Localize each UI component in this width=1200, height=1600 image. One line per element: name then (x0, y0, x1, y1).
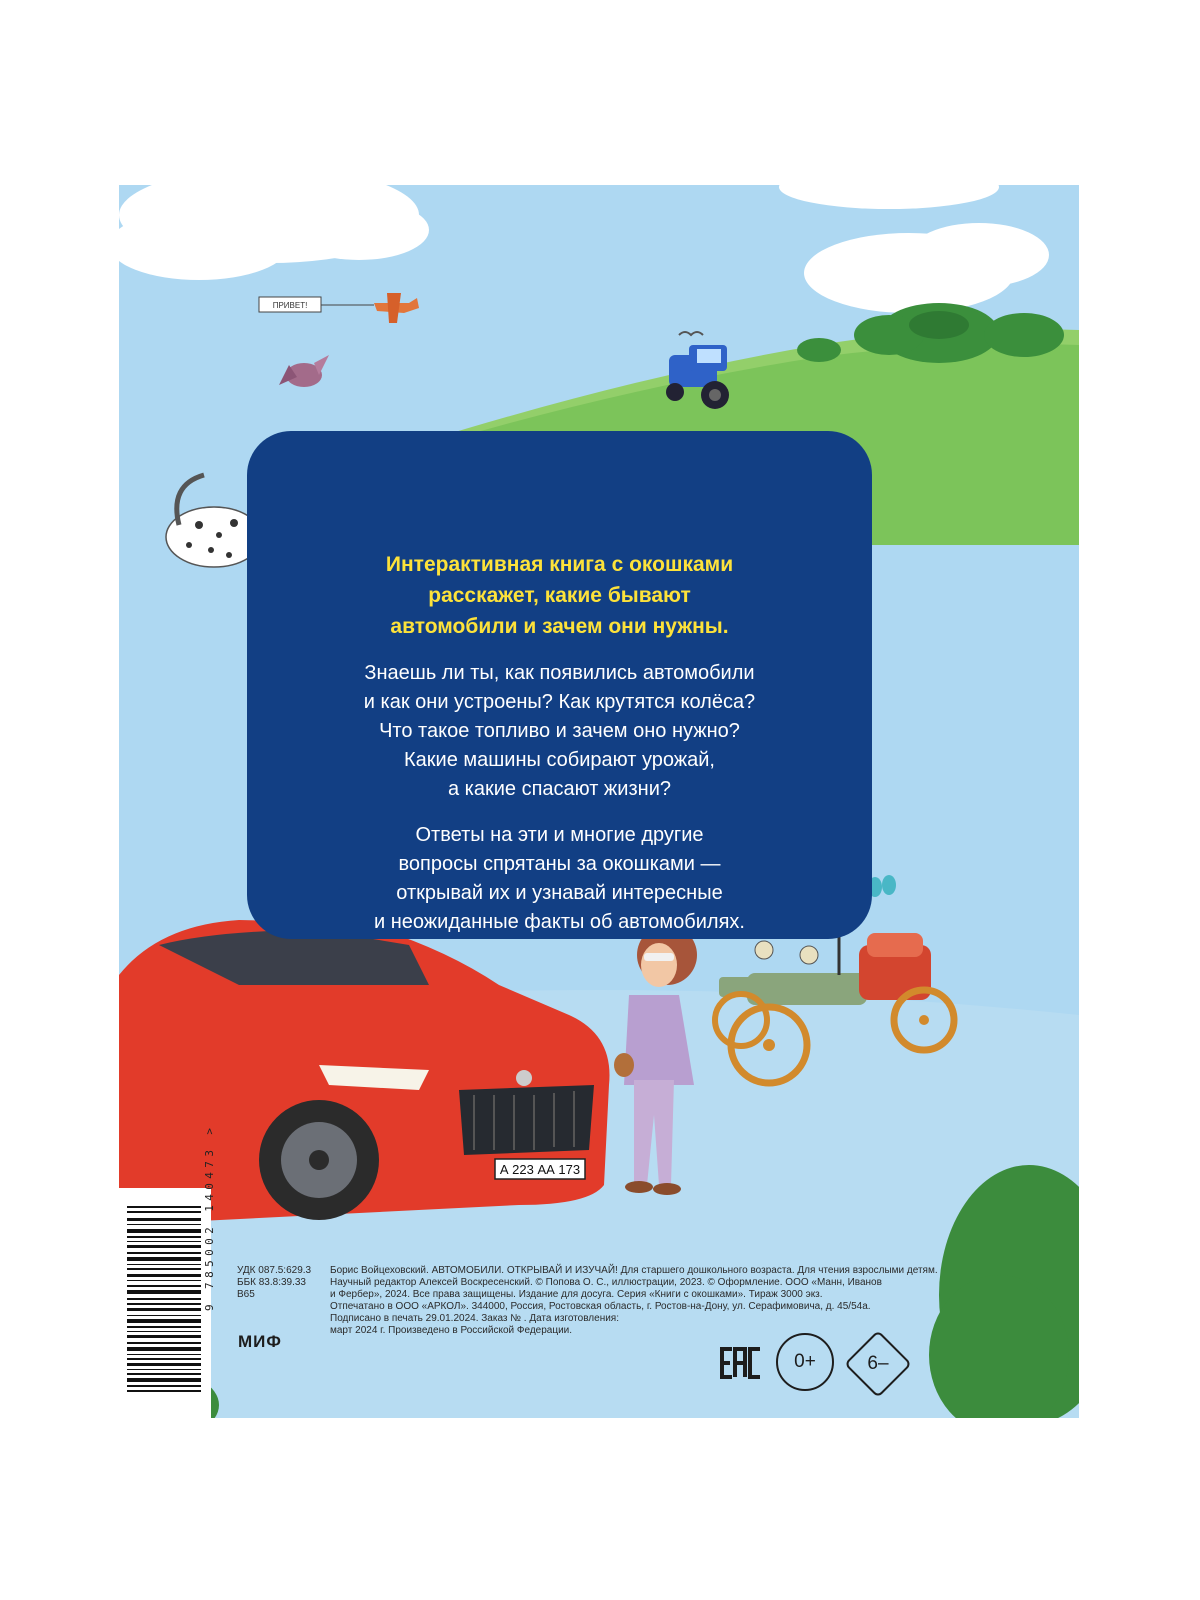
banner-text: ПРИВЕТ! (272, 301, 308, 310)
imprint-line: и Фербер», 2024. Все права защищены. Издание для досуга. Серия «Книги с окошками». Тираж 3000 экз. (330, 1289, 823, 1300)
classification-codes (237, 1265, 327, 1301)
license-plate: А 223 АА 173 (499, 1162, 581, 1177)
barcode (119, 1188, 211, 1418)
imprint-text (330, 1265, 970, 1337)
imprint-line: Отпечатано в ООО «АРКОЛ». 344000, Россия, Ростовская область, г. Ростов-на-Дону, ул. Серафимовича, д. 45/54а. (330, 1301, 871, 1312)
author-mark: В65 (237, 1289, 255, 1300)
book-back-cover (119, 185, 1079, 1418)
bbk-code: ББК 83.8:39.33 (237, 1277, 306, 1288)
eac-mark-icon (720, 1347, 762, 1379)
description-paragraph-1: Знаешь ли ты, как появились автомобили и как они устроены? Как крутятся колёса? Что такое топливо и зачем оно нужно? Какие машины собирают урожай, а какие спасают жизни? (363, 662, 756, 800)
description-panel (247, 431, 872, 939)
lead-text: Интерактивная книга с окошками расскажет, какие бывают автомобили и зачем они нужны. (385, 553, 734, 638)
imprint-line: Научный редактор Алексей Воскресенский. © Попова О. С., иллюстрации, 2023. © Оформление. ООО «Манн, Иванов (330, 1277, 882, 1288)
barcode-bars (119, 1188, 211, 1418)
age-recommendation-label: 6– (867, 1353, 889, 1374)
imprint-line: март 2024 г. Произведено в Российской Федерации. (330, 1325, 573, 1336)
imprint-line: Подписано в печать 29.01.2024. Заказ № . Дата изготовления: (330, 1313, 619, 1324)
publisher-logo: МИФ (238, 1332, 282, 1351)
barcode-digits: 9 785002 140473 > (203, 1123, 216, 1311)
age-recommendation-badge (843, 1329, 913, 1399)
udk-code: УДК 087.5:629.3 (237, 1265, 312, 1276)
age-rating-label: 0+ (794, 1351, 816, 1372)
eac-label: EAC (741, 1367, 744, 1368)
description-paragraph-2: Ответы на эти и многие другие вопросы спрятаны за окошками — открывай их и узнавай интересные и неожиданные факты об автомобилях. (374, 824, 745, 933)
age-rating-badge (776, 1333, 834, 1391)
imprint-line: Борис Войцеховский. АВТОМОБИЛИ. ОТКРЫВАЙ И ИЗУЧАЙ! Для старшего дошкольного возраста. Для чтения взрослыми детям. (330, 1265, 938, 1276)
